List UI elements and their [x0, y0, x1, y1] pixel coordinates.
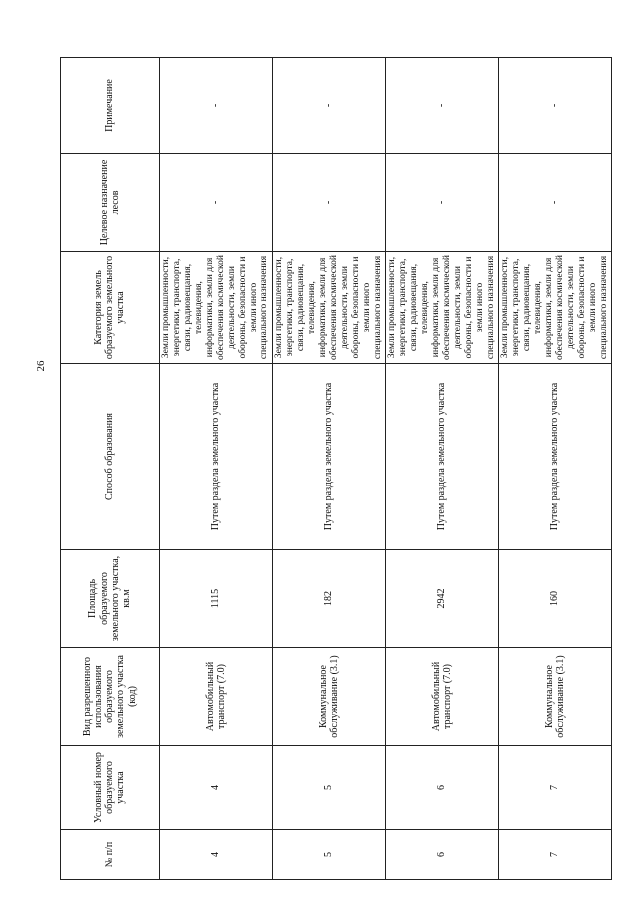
cell-category: Земли промышленности, энергетики, транспорта, связи, радиовещания, телевидения, информатики, земли для обеспечения космической деятельности, земли обороны, безопасности и земли иного специального назначения [159, 252, 272, 364]
cell-conditional-number: 7 [498, 746, 611, 830]
page-number: 26 [35, 360, 47, 372]
header-category: Категория земель образуемого земельного участка [61, 252, 160, 364]
table-row [385, 58, 498, 880]
cell-num: 6 [385, 830, 498, 880]
header-note: Примечание [61, 58, 160, 154]
rotated-table-wrapper [60, 58, 612, 880]
cell-num: 4 [159, 830, 272, 880]
cell-method: Путем раздела земельного участка [385, 364, 498, 550]
cell-note: - [498, 58, 611, 154]
table-row [272, 58, 385, 880]
cell-conditional-number: 4 [159, 746, 272, 830]
cell-num: 5 [272, 830, 385, 880]
cell-note: - [159, 58, 272, 154]
header-area: Площадь образуемого земельного участка, кв.м [61, 550, 160, 648]
header-method: Способ образования [61, 364, 160, 550]
cell-area: 2942 [385, 550, 498, 648]
cell-num: 7 [498, 830, 611, 880]
cell-permitted-use: Автомобильный транспорт (7.0) [159, 648, 272, 746]
cell-category: Земли промышленности, энергетики, транспорта, связи, радиовещания, телевидения, информатики, земли для обеспечения космической деятельности, земли обороны, безопасности и земли иного специального назначения [272, 252, 385, 364]
table-row [498, 58, 611, 880]
cell-method: Путем раздела земельного участка [498, 364, 611, 550]
cell-category: Земли промышленности, энергетики, транспорта, связи, радиовещания, телевидения, информатики, земли для обеспечения космической деятельности, земли обороны, безопасности и земли иного специального назначения [385, 252, 498, 364]
header-permitted-use: Вид разрешенного использования образуемого земельного участка (код) [61, 648, 160, 746]
cell-forest-purpose: - [385, 154, 498, 252]
header-num: № п/п [61, 830, 160, 880]
table-row [159, 58, 272, 880]
cell-forest-purpose: - [272, 154, 385, 252]
cell-permitted-use: Коммунальное обслуживание (3.1) [272, 648, 385, 746]
cell-forest-purpose: - [498, 154, 611, 252]
cell-permitted-use: Коммунальное обслуживание (3.1) [498, 648, 611, 746]
cell-area: 160 [498, 550, 611, 648]
header-conditional-number: Условный номер образуемого участка [61, 746, 160, 830]
cell-permitted-use: Автомобильный транспорт (7.0) [385, 648, 498, 746]
cell-method: Путем раздела земельного участка [272, 364, 385, 550]
cell-conditional-number: 6 [385, 746, 498, 830]
cell-area: 182 [272, 550, 385, 648]
cell-method: Путем раздела земельного участка [159, 364, 272, 550]
table-header-row [61, 58, 160, 880]
cell-area: 1115 [159, 550, 272, 648]
cell-category: Земли промышленности, энергетики, транспорта, связи, радиовещания, телевидения, информатики, земли для обеспечения космической деятельности, земли обороны, безопасности и земли иного специального назначения [498, 252, 611, 364]
cell-note: - [385, 58, 498, 154]
cell-forest-purpose: - [159, 154, 272, 252]
header-forest-purpose: Целевое назначение лесов [61, 154, 160, 252]
cell-conditional-number: 5 [272, 746, 385, 830]
land-plots-table [60, 57, 612, 880]
cell-note: - [272, 58, 385, 154]
